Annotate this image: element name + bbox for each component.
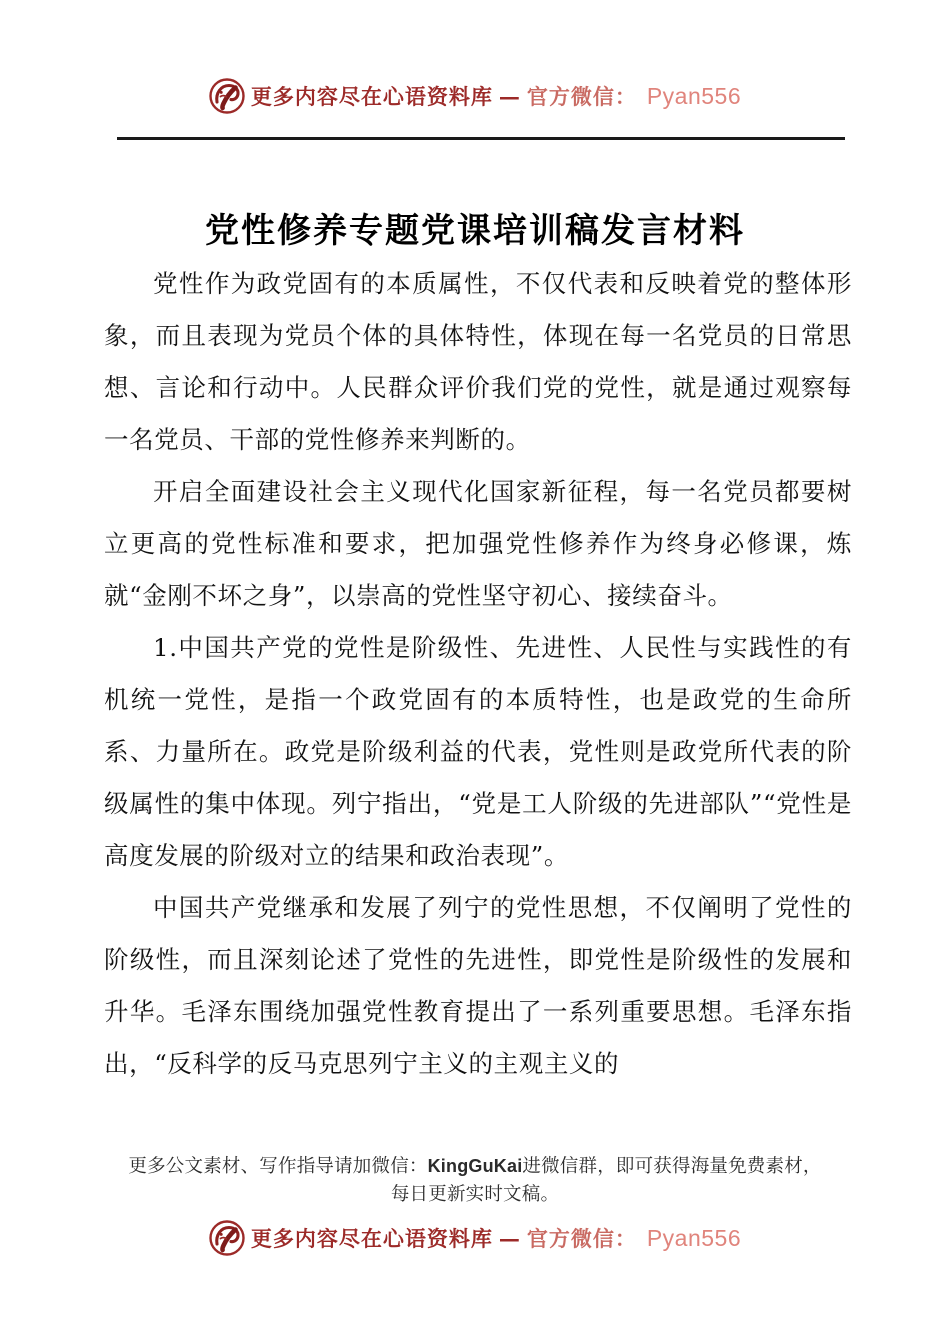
watermark-channel-label: 官方微信：: [526, 1226, 637, 1251]
watermark-channel-label: 官方微信：: [526, 84, 637, 109]
watermark-footer: [0, 1220, 950, 1256]
watermark-header: [0, 78, 950, 114]
body-paragraph: 党性作为政党固有的本质属性，不仅代表和反映着党的整体形象，而且表现为党员个体的具体特性，体现在每一名党员的日常思想、言论和行动中。人民群众评价我们党的党性，就是通过观察每一名党员、干部的党性修养来判断的。: [104, 269, 852, 454]
footer-note-prefix: 更多公文素材、写作指导请加微信：: [128, 1156, 428, 1177]
body-paragraph: 1.中国共产党的党性是阶级性、先进性、人民性与实践性的有机统一党性，是指一个政党固有的本质特性，也是政党的生命所系、力量所在。政党是阶级利益的代表，党性则是政党所代表的阶级属性的集中体现。列宁指出，“党是工人阶级的先进部队”“党性是高度发展的阶级对立的结果和政治表现”。: [104, 633, 852, 870]
document-body: [104, 258, 852, 1090]
body-paragraph: 中国共产党继承和发展了列宁的党性思想，不仅阐明了党性的阶级性，而且深刻论述了党性的先进性，即党性是阶级性的发展和升华。毛泽东围绕加强党性教育提出了一系列重要思想。毛泽东指出，“反科学的反马克思列宁主义的主观主义的: [104, 893, 852, 1078]
watermark-separator: —: [498, 1225, 521, 1251]
page-title: 党性修养专题党课培训稿发言材料: [205, 210, 745, 251]
xinyu-swirl-logo-icon: [209, 78, 245, 114]
watermark-handle: Pyan556: [646, 82, 742, 109]
footer-note-handle: KingGuKai: [427, 1156, 523, 1176]
header-divider: [117, 137, 845, 140]
watermark-separator: —: [498, 83, 521, 109]
watermark-brand-text: 更多内容尽在心语资料库: [250, 1226, 493, 1251]
watermark-handle: Pyan556: [646, 1224, 742, 1251]
body-paragraph: 开启全面建设社会主义现代化国家新征程，每一名党员都要树立更高的党性标准和要求，把加强党性修养作为终身必修课，炼就“金刚不坏之身”，以崇高的党性坚守初心、接续奋斗。: [104, 477, 852, 610]
footer-note-line-1: [0, 1152, 950, 1181]
footer-note-line-2: 每日更新实时文稿。: [390, 1184, 560, 1205]
xinyu-swirl-logo-icon: [209, 1220, 245, 1256]
watermark-brand-text: 更多内容尽在心语资料库: [250, 84, 493, 109]
footer-promo-note: [0, 1152, 950, 1209]
footer-note-suffix: 进微信群，即可获得海量免费素材，: [522, 1156, 822, 1177]
